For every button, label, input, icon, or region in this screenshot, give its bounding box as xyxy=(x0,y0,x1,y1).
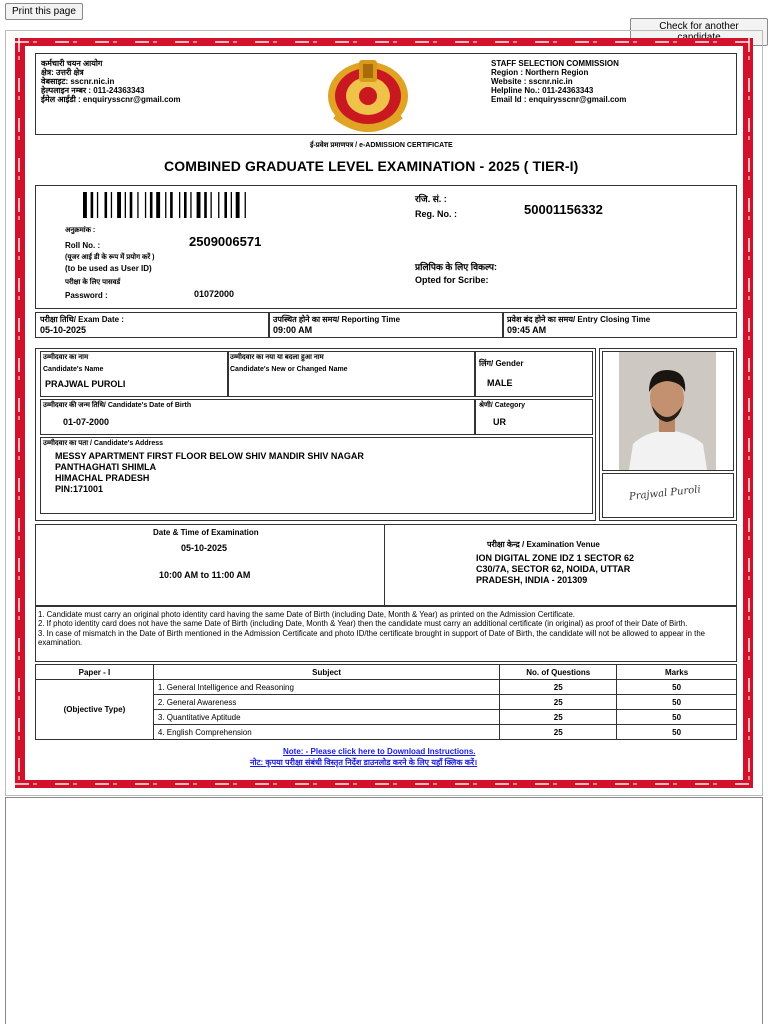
venue-line: C30/7A, SECTOR 62, NOIDA, UTTAR xyxy=(476,564,631,574)
new-name-label-hindi: उम्मीदवार का नया या बदला हुआ नाम xyxy=(230,354,324,361)
entry-time-label: प्रवेश बंद होने का समय/ Entry Closing Time xyxy=(507,315,651,324)
reporting-time: 09:00 AM xyxy=(273,325,313,335)
address-label: उम्मीदवार का पता / Candidate's Address xyxy=(43,440,163,447)
hindi-line: कर्मचारी चयन आयोग xyxy=(41,59,103,68)
hindi-line: ईमेल आईडी : enquirysscnr@gmail.com xyxy=(41,95,181,104)
questions-cell: 25 xyxy=(500,695,617,710)
category-label: श्रेणी/ Category xyxy=(479,402,526,409)
table-header-row xyxy=(36,665,737,680)
questions-cell: 25 xyxy=(500,710,617,725)
gender-label: लिंग/ Gender xyxy=(479,359,524,368)
exam-date-value: 05-10-2025 xyxy=(181,543,228,553)
barcode-bar xyxy=(91,192,94,218)
subject-cell: 4. English Comprehension xyxy=(153,725,499,740)
download-instructions-link[interactable]: Note: - Please click here to Download Instructions. xyxy=(283,747,476,756)
questions-cell: 25 xyxy=(500,680,617,695)
barcode-bar xyxy=(211,192,212,218)
marks-cell: 50 xyxy=(617,680,737,695)
instruction-item: 3. In case of mismatch in the Date of Birth mentioned in the Admission Certificate and photo ID/the certificate brought in support of Date of Birth, the candidate will not be allowed to appear in the examination. xyxy=(38,628,706,648)
roll-note-hindi: (यूजर आई डी के रूप में प्रयोग करें ) xyxy=(65,254,155,261)
barcode-bar xyxy=(130,192,133,218)
roll-label: Roll No. : xyxy=(65,241,101,250)
header-right-english xyxy=(491,59,626,104)
column-header: No. of Questions xyxy=(500,665,617,680)
print-page-button[interactable]: Print this page xyxy=(5,3,83,20)
name-label-hindi: उम्मीदवार का नाम xyxy=(43,354,89,361)
barcode-bar xyxy=(170,192,173,218)
header-left-hindi xyxy=(41,59,181,104)
scribe-label: Opted for Scribe: xyxy=(415,275,489,285)
check-another-candidate-button[interactable]: Check for another xyxy=(630,18,768,46)
barcode-bar xyxy=(190,192,191,218)
exam-datetime-label: Date & Time of Examination xyxy=(153,528,259,537)
barcode-bar xyxy=(83,192,87,218)
table-row xyxy=(36,680,737,695)
roll-note: (to be used as User ID) xyxy=(65,264,152,273)
barcode-bar xyxy=(204,192,207,218)
venue-line: PRADESH, INDIA - 201309 xyxy=(476,575,588,585)
barcode-bar xyxy=(111,192,112,218)
barcode-bar xyxy=(184,192,187,218)
password-label-hindi: परीक्षा के लिए पासवर्ड xyxy=(65,279,121,286)
column-header: Paper - I xyxy=(36,665,154,680)
ssc-emblem-logo xyxy=(323,54,413,132)
candidate-name: PRAJWAL PUROLI xyxy=(45,379,126,389)
password-label: Password : xyxy=(65,291,108,300)
column-header: Marks xyxy=(617,665,737,680)
barcode-bar xyxy=(218,192,219,218)
reg-label-hindi: रजि. सं. : xyxy=(415,194,447,204)
barcode-bar xyxy=(231,192,232,218)
candidate-photo xyxy=(619,352,716,470)
hindi-line: वेबसाइट: sscnr.nic.in xyxy=(41,77,115,86)
name-label: Candidate's Name xyxy=(43,366,104,373)
empty-content-area xyxy=(5,797,763,1024)
english-line: Website : sscnr.nic.in xyxy=(491,77,573,86)
instructions xyxy=(38,610,728,648)
barcode-bar xyxy=(156,192,160,218)
entry-time: 09:45 AM xyxy=(507,325,547,335)
subject-cell: 1. General Intelligence and Reasoning xyxy=(153,680,499,695)
barcode-bar xyxy=(197,192,201,218)
venue-line: ION DIGITAL ZONE IDZ 1 SECTOR 62 xyxy=(476,553,635,563)
hindi-line: क्षेत्र: उत्तरी क्षेत्र xyxy=(41,68,84,77)
instruction-item: 2. If photo identity card does not have the same Date of Birth (including Date, Month & Year) then the candidate must carry an additional certificate (in original) as proof of their Date of Birth. xyxy=(38,619,688,629)
scribe-label-hindi: प्रलिपिक के लिए विकल्प: xyxy=(415,262,497,272)
address-line: MESSY APARTMENT FIRST FLOOR BELOW SHIV MANDIR SHIV NAGAR xyxy=(55,451,364,461)
marks-cell: 50 xyxy=(617,725,737,740)
barcode-bar xyxy=(105,192,108,218)
barcode-bar xyxy=(97,192,98,218)
reg-number: 50001156332 xyxy=(524,202,603,217)
exam-time-value: 10:00 AM to 11:00 AM xyxy=(159,570,251,580)
reg-label: Reg. No. : xyxy=(415,209,457,219)
barcode-bar xyxy=(117,192,121,218)
category-value: UR xyxy=(493,417,506,427)
barcode-bar xyxy=(125,192,126,218)
barcode xyxy=(83,192,273,218)
download-instructions-link-hindi[interactable]: नोट: कृपया परीक्षा संबंधी विस्तृत निर्देश डाउनलोड करने के लिए यहाँ क्लिक करें। xyxy=(250,758,478,767)
admission-certificate xyxy=(25,46,743,780)
english-line: STAFF SELECTION COMMISSION xyxy=(491,59,619,68)
barcode-bar xyxy=(179,192,180,218)
exam-date-label: परीक्षा तिथि/ Exam Date : xyxy=(40,315,124,324)
subject-cell: 3. Quantitative Aptitude xyxy=(153,710,499,725)
barcode-bar xyxy=(165,192,166,218)
address-line: PIN:171001 xyxy=(55,484,104,494)
barcode-bar xyxy=(224,192,227,218)
certificate-label: ई-प्रवेश प्रमाणपत्र / e-ADMISSION CERTIFICATE xyxy=(310,142,453,149)
exam-date: 05-10-2025 xyxy=(40,325,87,335)
barcode-bar xyxy=(137,192,138,218)
instruction-item: 1. Candidate must carry an original photo identity card having the same Date of Birth (including Date, Month & Year) as printed on the Admission Certificate. xyxy=(38,610,575,619)
hindi-line: हेल्पलाइन नम्बर : 011-24363343 xyxy=(41,86,145,95)
questions-cell: 25 xyxy=(500,725,617,740)
english-line: Region : Northern Region xyxy=(491,68,589,77)
dob-value: 01-07-2000 xyxy=(63,417,110,427)
roll-number: 2509006571 xyxy=(189,234,262,249)
address-line: HIMACHAL PRADESH xyxy=(55,473,150,483)
roll-label-hindi: अनुक्रमांक : xyxy=(65,227,96,234)
english-line: Helpline No.: 011-24363343 xyxy=(491,86,594,95)
english-line: Email Id : enquirysscnr@gmail.com xyxy=(491,95,627,104)
venue-label: परीक्षा केन्द्र / Examination Venue xyxy=(487,540,600,549)
password-value: 01072000 xyxy=(194,289,235,299)
barcode-bar xyxy=(245,192,246,218)
paper-table xyxy=(35,664,737,740)
new-name-label: Candidate's New or Changed Name xyxy=(230,366,348,373)
barcode-bar xyxy=(150,192,153,218)
candidate-signature: Prajwal Puroli xyxy=(628,484,702,503)
address-line: PANTHAGHATI SHIMLA xyxy=(55,462,157,472)
dob-label: उम्मीदवार की जन्म तिथि/ Candidate's Date of Birth xyxy=(43,402,192,409)
gender-value: MALE xyxy=(487,378,513,388)
subject-cell: 2. General Awareness xyxy=(153,695,499,710)
marks-cell: 50 xyxy=(617,710,737,725)
paper-type: (Objective Type) xyxy=(36,680,154,740)
exam-title: COMBINED GRADUATE LEVEL EXAMINATION - 2025 ( TIER-I) xyxy=(164,158,579,174)
barcode-bar xyxy=(145,192,146,218)
marks-cell: 50 xyxy=(617,695,737,710)
barcode-bar xyxy=(236,192,240,218)
gender-cell xyxy=(475,351,593,397)
column-header: Subject xyxy=(153,665,499,680)
reporting-time-label: उपस्थित होने का समय/ Reporting Time xyxy=(273,315,401,324)
